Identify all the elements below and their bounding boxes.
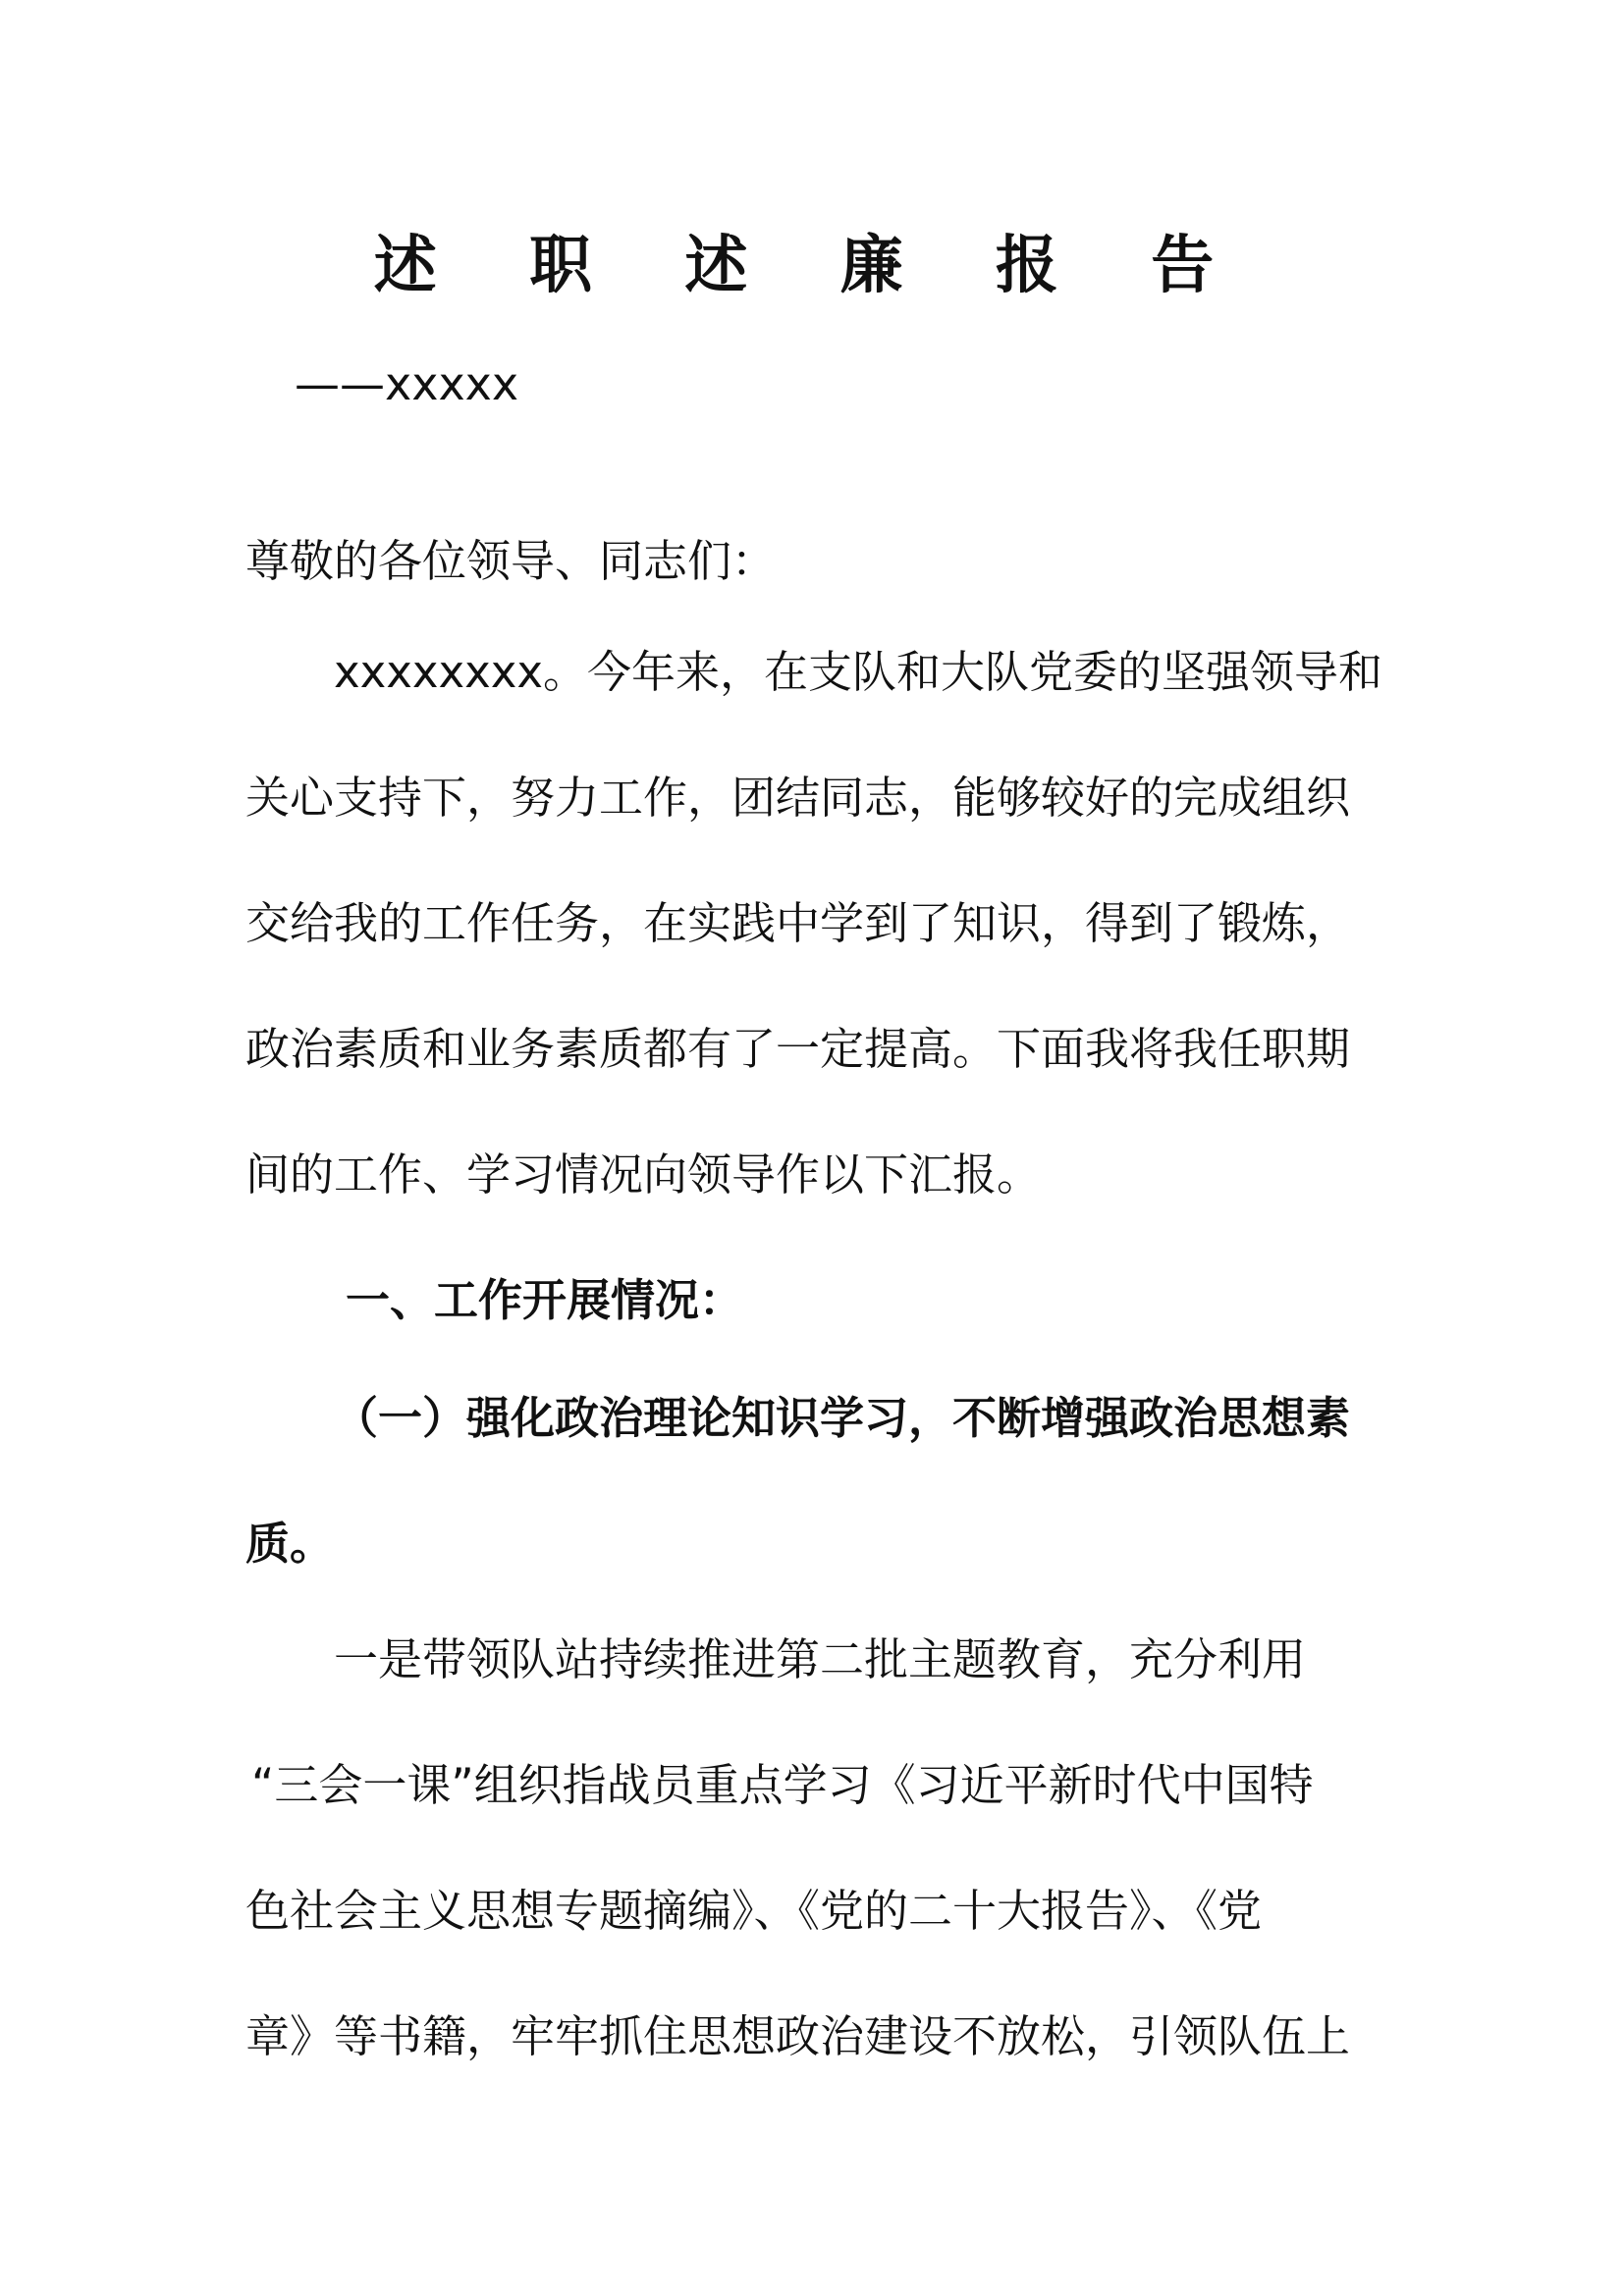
subsection-heading-line: （一）强化政治理论知识学习，不断增强政治思想素 (334, 1392, 1351, 1444)
intro-line: 间的工作、学习情况向领导作以下汇报。 (245, 1148, 1042, 1201)
intro-line: 关心支持下，努力工作，团结同志，能够较好的完成组织 (245, 772, 1351, 824)
author-line: ——xxxxx (295, 357, 519, 410)
body-line: 章》等书籍，牢牢抓住思想政治建设不放松，引领队伍上 (245, 2010, 1351, 2062)
body-line: 色社会主义思想专题摘编》、《党的二十大报告》、《党 (245, 1885, 1263, 1937)
body-line: 一是带领队站持续推进第二批主题教育，充分利用 (334, 1633, 1307, 1685)
intro-line: xxxxxxxx。今年来，在支队和大队党委的坚强领导和 (334, 646, 1383, 698)
subsection-heading-line: 质。 (245, 1518, 335, 1570)
salutation: 尊敬的各位领导、同志们： (245, 535, 777, 587)
section-heading: 一、工作开展情况： (346, 1274, 744, 1326)
body-line: “三会一课”组织指战员重点学习《习近平新时代中国特 (251, 1759, 1314, 1811)
document-title: 述 职 述 廉 报 告 (373, 230, 1250, 302)
intro-line: 交给我的工作任务，在实践中学到了知识，得到了锻炼， (245, 897, 1351, 949)
intro-line: 政治素质和业务素质都有了一定提高。下面我将我任职期 (245, 1023, 1351, 1075)
